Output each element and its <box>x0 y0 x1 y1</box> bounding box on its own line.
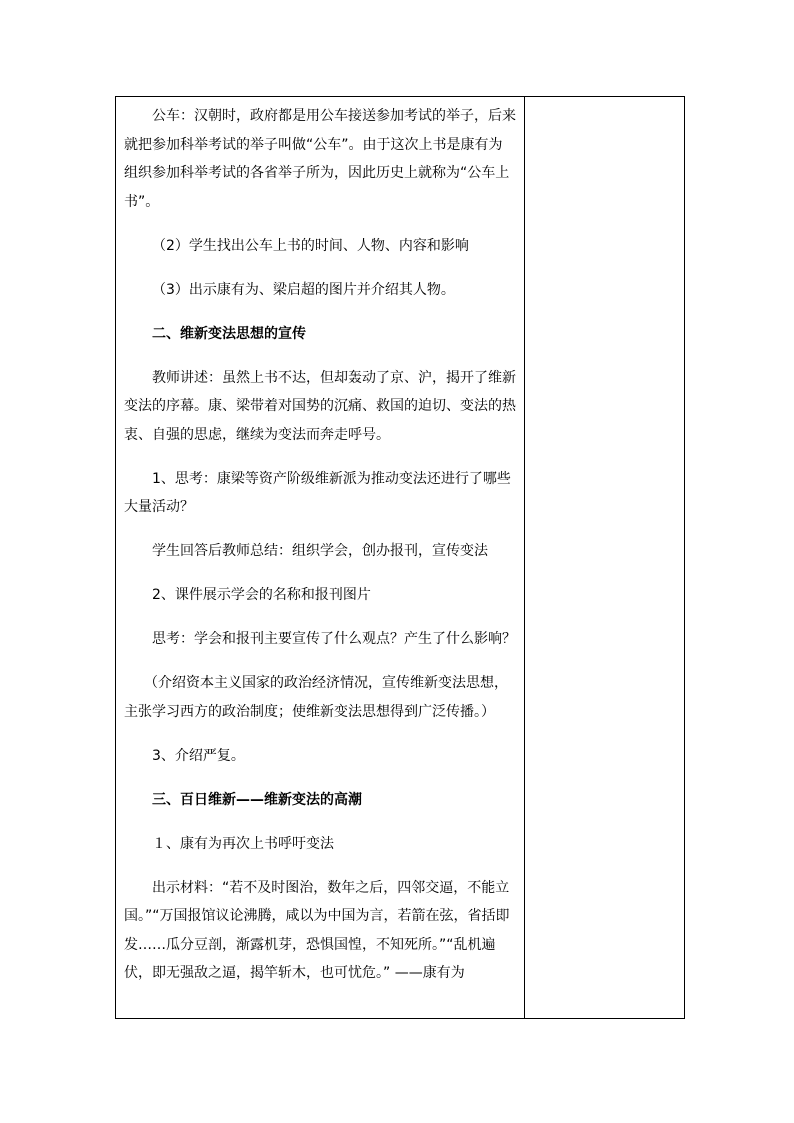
paragraph-teacher-lecture: 教师讲述：虽然上书不达，但却轰动了京、沪，揭开了维新变法的序幕。康、梁带着对国势的沉痛、救国的迫切、变法的热衷、自强的思虑，继续为变法而奔走呼号。 <box>124 369 516 443</box>
section-heading-2: 二、维新变法思想的宣传 <box>152 325 306 342</box>
document-table <box>115 96 685 1019</box>
paragraph-question-2: 思考：学会和报刊主要宣传了什么观点？产生了什么影响？ <box>152 631 516 647</box>
paragraph-kang-petition: １、康有为再次上书呼吁变法 <box>152 835 334 852</box>
content-column <box>116 97 525 1018</box>
paragraph-question-1: 1、思考：康梁等资产阶级维新派为推动变法还进行了哪些大量活动？ <box>124 470 511 515</box>
paragraph-step-2: （2）学生找出公车上书的时间、人物、内容和影响 <box>152 237 469 254</box>
paragraph-step-3: （3）出示康有为、梁启超的图片并介绍其人物。 <box>152 281 455 298</box>
paragraph-teacher-summary: 学生回答后教师总结：组织学会，创办报刊，宣传变法 <box>152 543 488 559</box>
section-heading-3: 三、百日维新——维新变法的高潮 <box>152 791 362 808</box>
paragraph-courseware-2: 2、课件展示学会的名称和报刊图片 <box>152 587 371 603</box>
paragraph-material-quote: 出示材料：“若不及时图治，数年之后，四邻交逼，不能立国。”“万国报馆议论沸腾，咸以为中国为言，若箭在弦，省括即发……瓜分豆剖，渐露机芽，恐惧国惶，不知死所。”“乱机遍伏，即无强敌之逼，揭竿斩木，也可忧危。” ——康有为 <box>124 879 510 981</box>
paragraph-yanfu: 3、介绍严复。 <box>152 747 245 764</box>
paragraph-gongche-definition: 公车：汉朝时，政府都是用公车接送参加考试的举子，后来就把参加科举考试的举子叫做“公车”。由于这次上书是康有为组织参加科举考试的各省举子所为，因此历史上就称为“公车上书”。 <box>124 108 516 210</box>
paragraph-answer-note: （介绍资本主义国家的政治经济情况，宣传维新变法思想，主张学习西方的政治制度；使维新变法思想得到广泛传播。） <box>124 675 508 720</box>
notes-column <box>525 97 684 1018</box>
